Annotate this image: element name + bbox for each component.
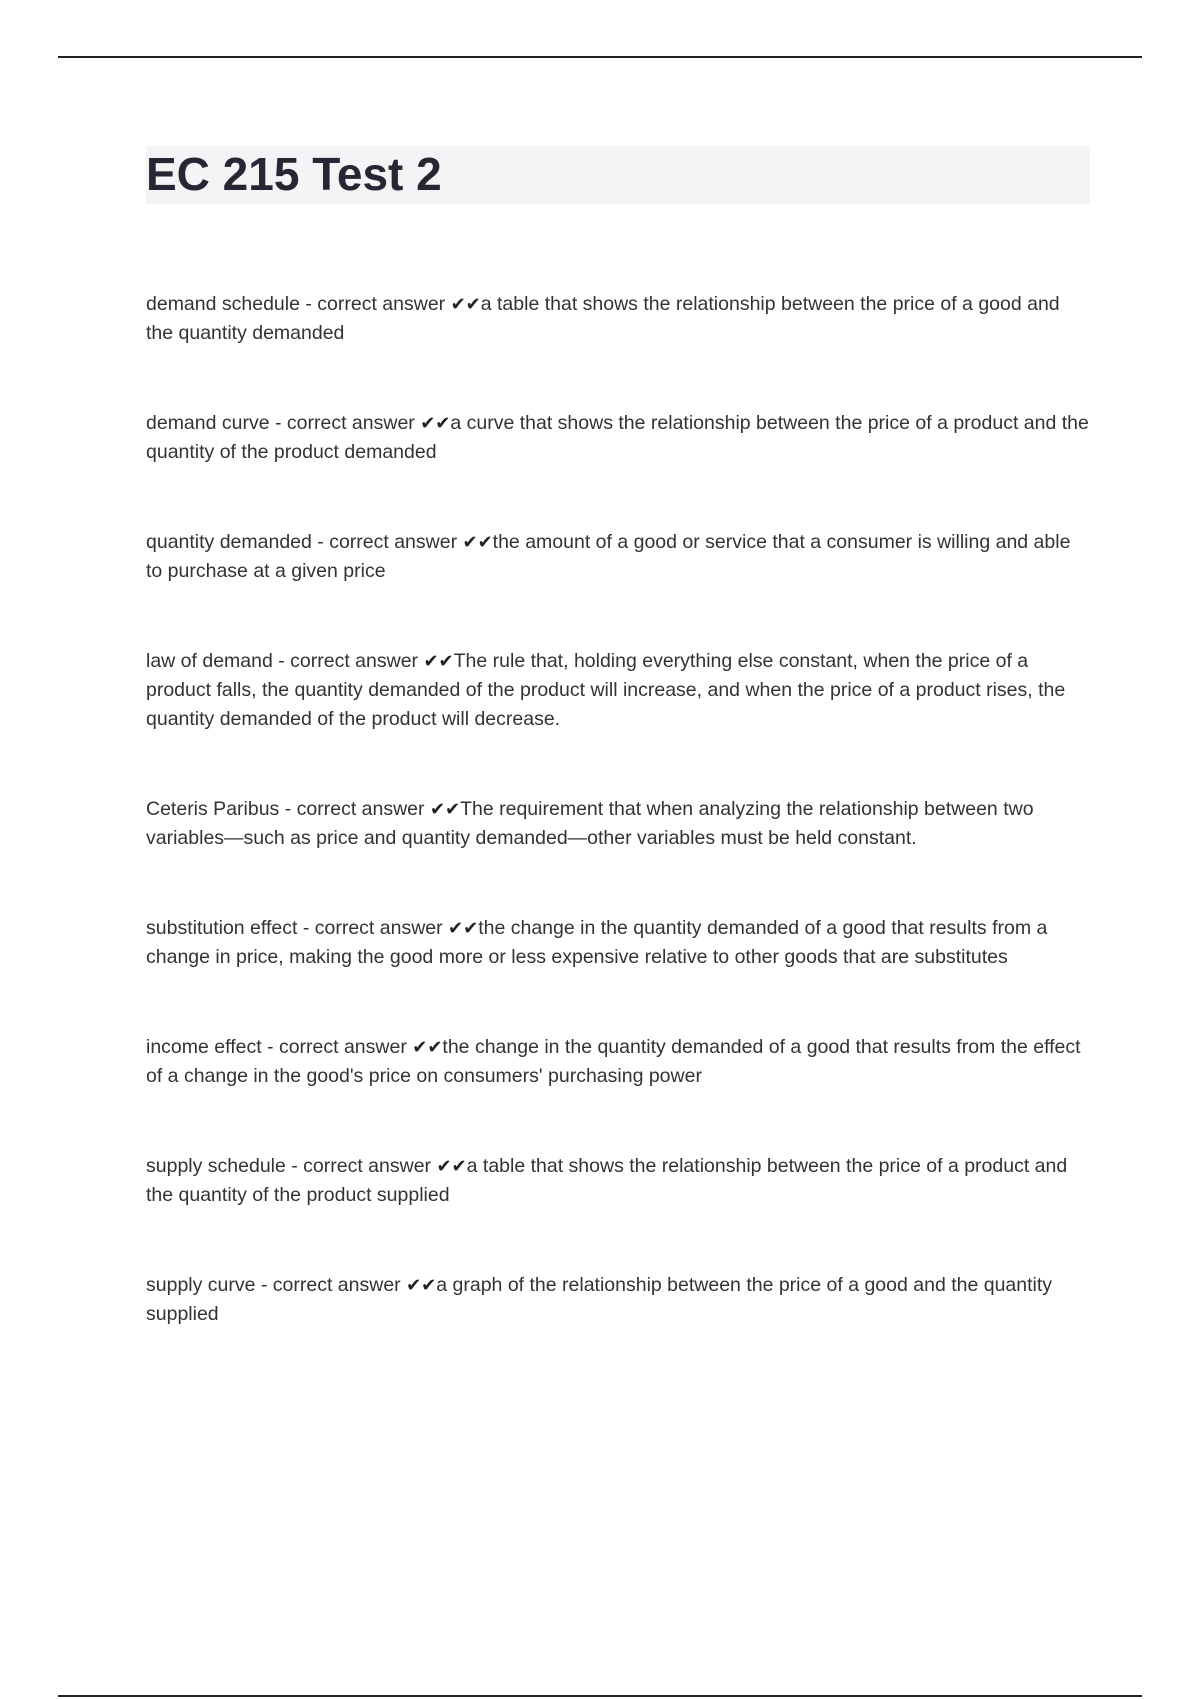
- flashcard-list: [146, 290, 1091, 1390]
- flashcard-entry: [146, 409, 1091, 467]
- entry-separator: - correct answer: [285, 1155, 437, 1177]
- entry-definition: The requirement that when analyzing the relationship between two variables—such as price and quantity demanded—other variables must be held constant.: [146, 798, 1034, 849]
- top-divider: [58, 56, 1142, 58]
- double-check-icon: ✔✔: [436, 1156, 467, 1177]
- entry-definition: the change in the quantity demanded of a good that results from the effect of a change in the good's price on consumers' purchasing power: [146, 1036, 1081, 1087]
- double-check-icon: ✔✔: [462, 532, 493, 553]
- entry-definition: the change in the quantity demanded of a good that results from a change in price, making the good more or less expensive relative to other goods that are substitutes: [146, 917, 1048, 968]
- double-check-icon: ✔✔: [406, 1275, 437, 1296]
- flashcard-entry: [146, 290, 1091, 348]
- entry-term: law of demand: [146, 650, 273, 672]
- double-check-icon: ✔✔: [412, 1037, 443, 1058]
- double-check-icon: ✔✔: [450, 294, 481, 315]
- entry-definition: a graph of the relationship between the price of a good and the quantity supplied: [146, 1274, 1053, 1325]
- entry-term: supply schedule: [146, 1155, 286, 1177]
- entry-separator: - correct answer: [261, 1036, 413, 1058]
- entry-separator: - correct answer: [299, 293, 451, 315]
- entry-separator: - correct answer: [255, 1274, 407, 1296]
- double-check-icon: ✔✔: [448, 918, 479, 939]
- entry-definition: The rule that, holding everything else constant, when the price of a product falls, the quantity demanded of the product will increase, and when the price of a product rises, the quantity demanded of the product will decrease.: [146, 650, 1066, 730]
- entry-separator: - correct answer: [272, 650, 424, 672]
- flashcard-entry: [146, 528, 1091, 586]
- entry-separator: - correct answer: [297, 917, 449, 939]
- flashcard-entry: [146, 1271, 1091, 1329]
- entry-term: substitution effect: [146, 917, 298, 939]
- entry-term: demand curve: [146, 412, 270, 434]
- double-check-icon: ✔✔: [420, 413, 451, 434]
- entry-definition: a table that shows the relationship between the price of a good and the quantity demanded: [146, 293, 1060, 344]
- bottom-divider: [58, 1695, 1142, 1697]
- flashcard-entry: [146, 914, 1091, 972]
- entry-separator: - correct answer: [311, 531, 463, 553]
- entry-definition: the amount of a good or service that a consumer is willing and able to purchase at a given price: [146, 531, 1071, 582]
- entry-definition: a table that shows the relationship between the price of a product and the quantity of the product supplied: [146, 1155, 1068, 1206]
- entry-term: Ceteris Paribus: [146, 798, 280, 820]
- entry-term: demand schedule: [146, 293, 300, 315]
- entry-term: income effect: [146, 1036, 262, 1058]
- entry-separator: - correct answer: [279, 798, 430, 820]
- document-title: EC 215 Test 2: [146, 148, 442, 200]
- flashcard-entry: [146, 1152, 1091, 1210]
- flashcard-entry: [146, 1033, 1091, 1091]
- flashcard-entry: [146, 647, 1091, 734]
- flashcard-entry: [146, 795, 1091, 853]
- double-check-icon: ✔✔: [429, 799, 461, 820]
- entry-term: supply curve: [146, 1274, 256, 1296]
- entry-term: quantity demanded: [146, 531, 312, 553]
- double-check-icon: ✔✔: [423, 651, 454, 672]
- entry-separator: - correct answer: [269, 412, 421, 434]
- entry-definition: a curve that shows the relationship between the price of a product and the quantity of the product demanded: [146, 412, 1089, 463]
